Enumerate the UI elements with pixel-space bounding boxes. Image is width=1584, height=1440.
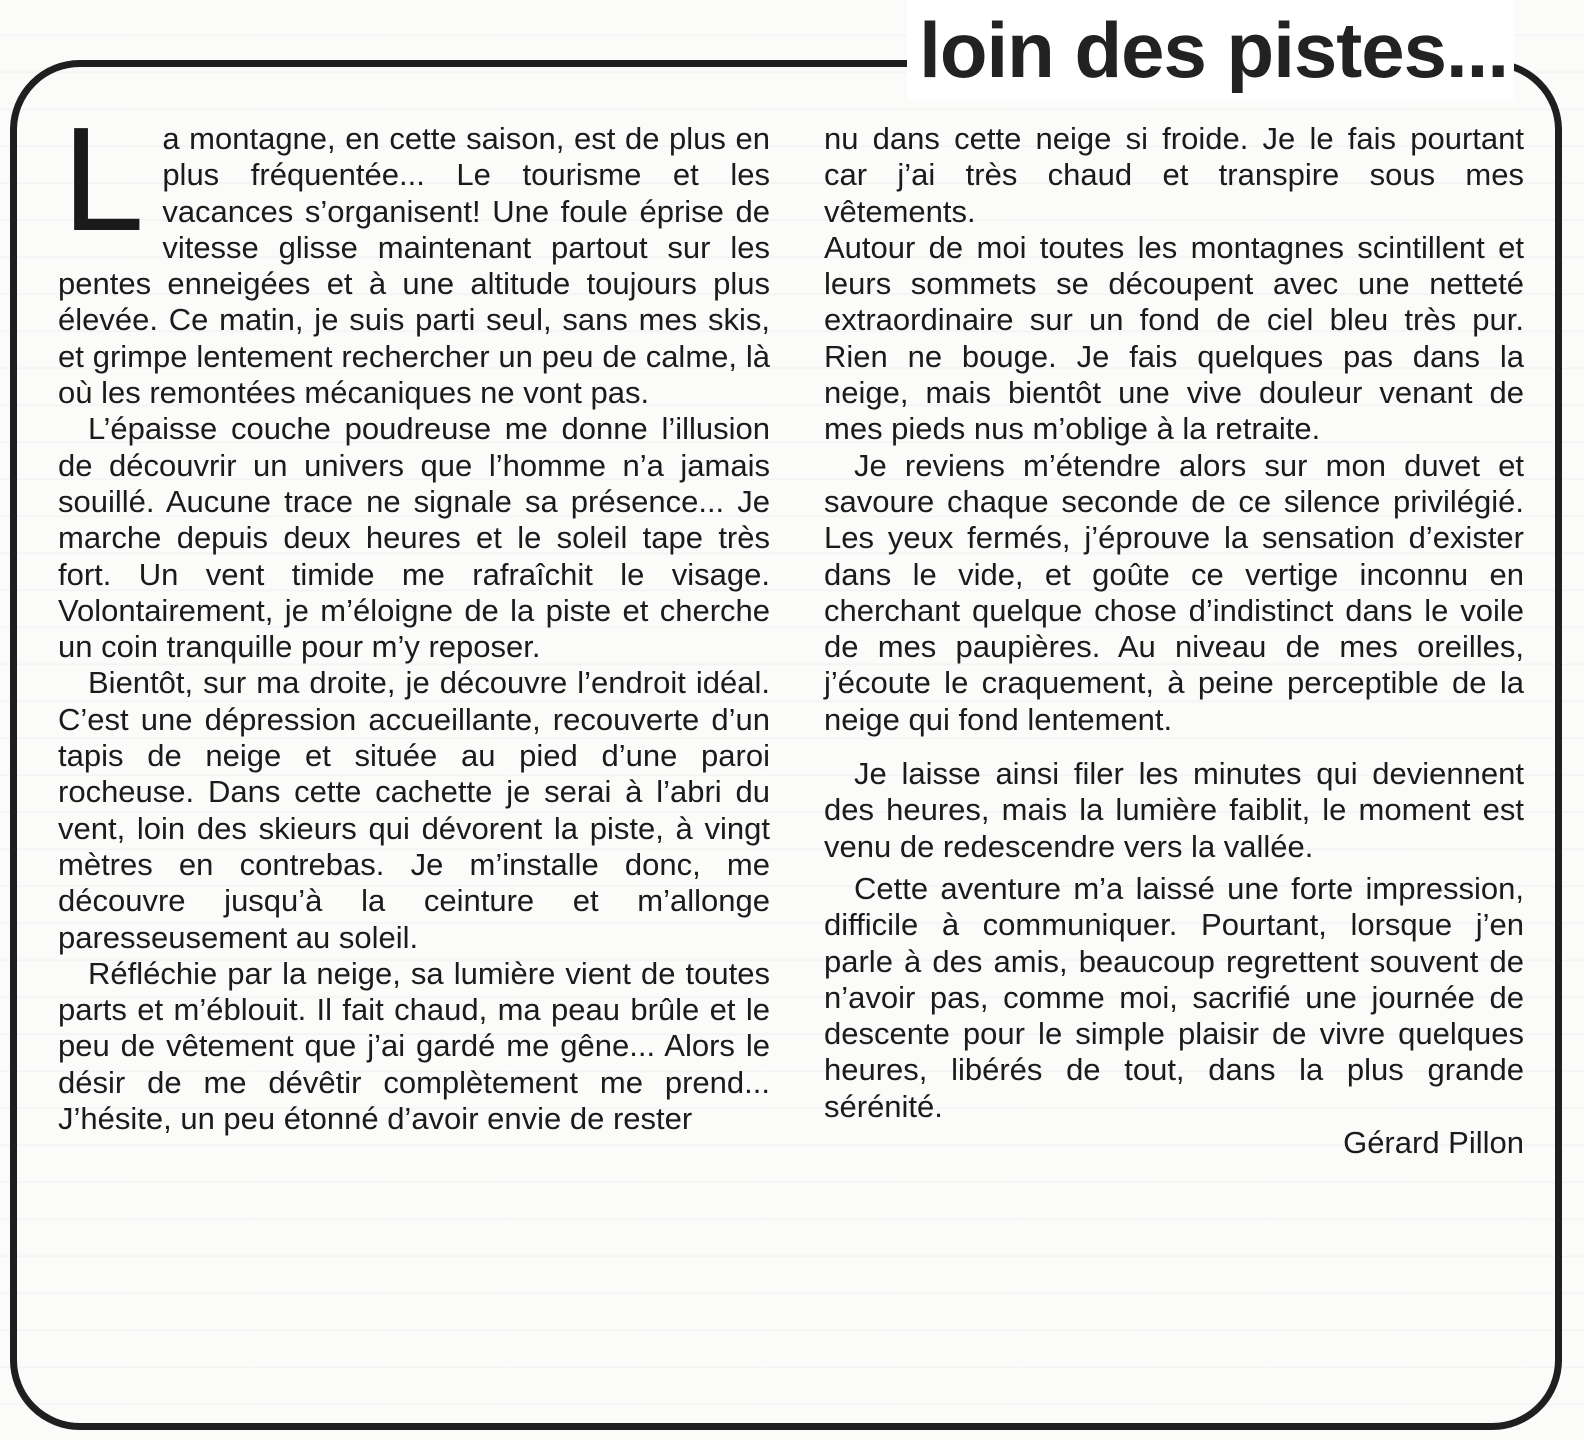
- paragraph: Réfléchie par la neige, sa lumière vient de toutes parts et m’éblouit. Il fait chaud, ma peau brûle et le peu de vêtement que j’ai gardé me gêne... Alors le désir de me dévêtir complètement me prend... J’hésite, un peu étonné d’avoir envie de rester: [58, 955, 770, 1137]
- paragraph: Je laisse ainsi filer les minutes qui deviennent des heures, mais la lumière faiblit, le moment est venu de redescendre vers la vallée.: [824, 756, 1524, 864]
- paragraph: [58, 97, 770, 411]
- paragraph: nu dans cette neige si froide. Je le fais pourtant car j’ai très chaud et transpire sous mes vêtements.: [824, 121, 1524, 229]
- drop-cap: L: [62, 97, 145, 262]
- paragraph: Bientôt, sur ma droite, je découvre l’endroit idéal. C’est une dépression accueillante, recouverte d’un tapis de neige et située au pied d’une paroi rocheuse. Dans cette cachette je serai à l’abri du vent, loin des skieurs qui dévorent la piste, à vingt mètres en contrebas. Je m’installe donc, me découvre jusqu’à la ceinture et m’allonge paresseusement au soleil.: [58, 665, 770, 955]
- article-column-left: [58, 97, 770, 1137]
- paragraph-text: a montagne, en cette saison, est de plus en plus fréquentée... Le tourisme et les vacances s’organisent! Une foule éprise de vitesse glisse maintenant partout sur les pentes enneigées et à une altitude toujours plus élevée. Ce matin, je suis parti seul, sans mes skis, et grimpe lentement rechercher un peu de calme, là où les remontées mécaniques ne vont pas.: [58, 121, 770, 411]
- author-signature: Gérard Pillon: [1343, 1125, 1524, 1161]
- paragraph: Cette aventure m’a laissé une forte impression, difficile à communiquer. Pourtant, lorsque j’en parle à des amis, beaucoup regrettent souvent de n’avoir pas, comme moi, sacrifié une journée de descente pour le simple plaisir de vivre quelques heures, libérés de tout, dans la plus grande sérénité.: [824, 870, 1524, 1124]
- paragraph: Je reviens m’étendre alors sur mon duvet et savoure chaque seconde de ce silence privilégié. Les yeux fermés, j’éprouve la sensation d’exister dans le vide, et goûte ce vertige inconnu en cherchant quelque chose d’indistinct dans le voile de mes paupières. Au niveau de mes oreilles, j’écoute le craquement, à peine perceptible de la neige qui fond lentement.: [824, 447, 1524, 737]
- paragraph-gap: [824, 738, 1524, 756]
- paragraph: Autour de moi toutes les montagnes scintillent et leurs sommets se découpent avec une netteté extraordinaire sur un fond de ciel bleu très pur. Rien ne bouge. Je fais quelques pas dans la neige, mais bientôt une vive douleur venant de mes pieds nus m’oblige à la retraite.: [824, 229, 1524, 447]
- article-column-right: [824, 121, 1524, 1161]
- article-title: loin des pistes...: [907, 0, 1514, 100]
- paragraph: L’épaisse couche poudreuse me donne l’illusion de découvrir un univers que l’homme n’a jamais souillé. Aucune trace ne signale sa présence... Je marche depuis deux heures et le soleil tape très fort. Un vent timide me rafraîchit le visage. Volontairement, je m’éloigne de la piste et cherche un coin tranquille pour m’y reposer.: [58, 411, 770, 665]
